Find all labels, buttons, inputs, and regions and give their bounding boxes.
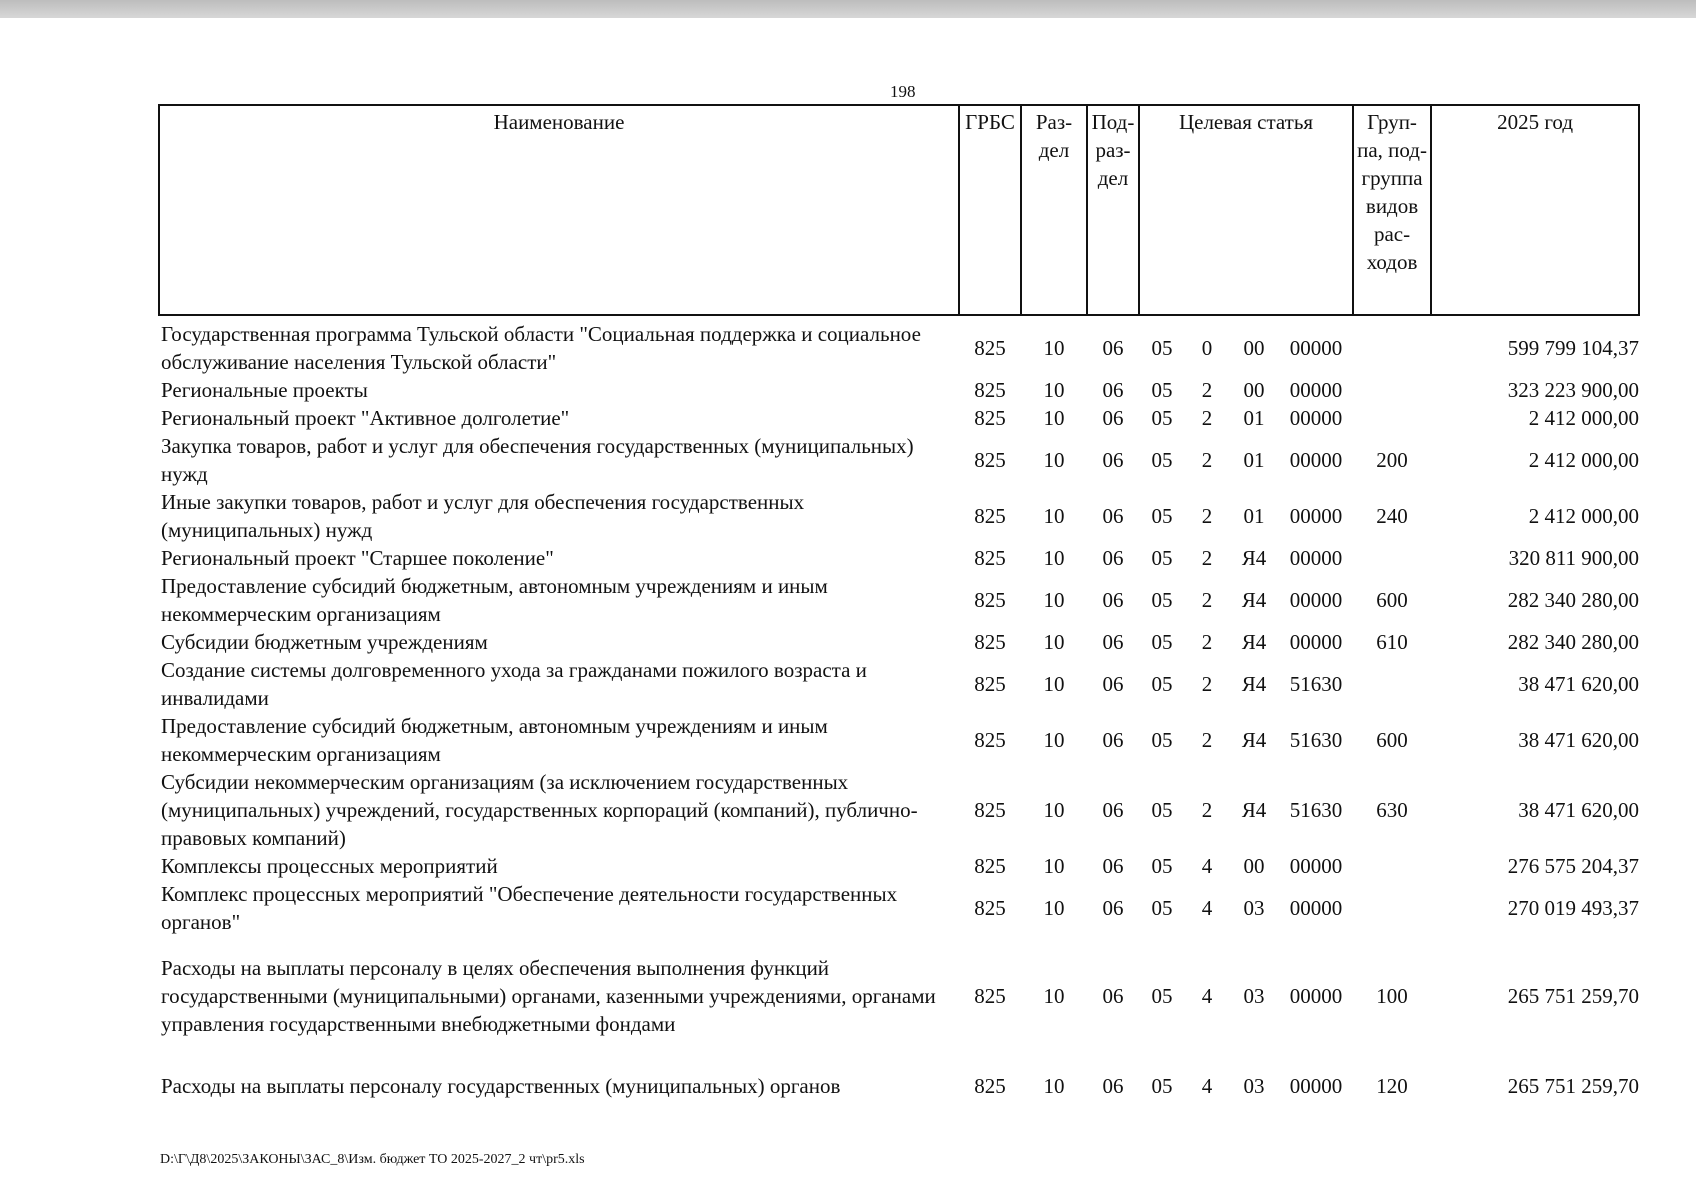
row-target-program: 05 [1151,728,1173,752]
row-grbs: 825 [974,630,1006,654]
row-expense-group: 630 [1376,798,1408,822]
row-amount: 320 811 900,00 [1508,546,1640,570]
header-podrazdel: Под-раз-дел [1087,105,1139,315]
row-expense-group [1353,544,1431,572]
row-razdel: 10 [1043,854,1065,878]
row-razdel: 10 [1043,630,1065,654]
row-amount: 2 412 000,00 [1528,504,1640,528]
table-row [159,572,1639,628]
row-name: Региональные проекты [161,378,368,402]
row-podrazdel: 06 [1102,984,1124,1008]
row-target-type: 2 [1201,672,1213,696]
row-grbs: 825 [974,504,1006,528]
row-expense-group [1353,852,1431,880]
row-name: Предоставление субсидий бюджетным, автономным учреждениям и иным некоммерческим организациям [161,714,828,766]
row-name: Закупка товаров, работ и услуг для обеспечения государственных (муниципальных) нужд [161,434,914,486]
row-target-program: 05 [1151,504,1173,528]
row-razdel: 10 [1043,378,1065,402]
table-row [159,852,1639,880]
row-grbs: 825 [974,448,1006,472]
row-grbs: 825 [974,984,1006,1008]
row-name: Региональный проект "Активное долголетие" [161,406,570,430]
row-amount: 2 412 000,00 [1528,406,1640,430]
row-target-direction: 03 [1243,984,1265,1008]
table-row [159,432,1639,488]
row-razdel: 10 [1043,798,1065,822]
row-target-program: 05 [1151,854,1173,878]
row-expense-group: 200 [1376,448,1408,472]
row-podrazdel: 06 [1102,798,1124,822]
row-target-program: 05 [1151,336,1173,360]
row-target-direction: 01 [1243,406,1265,430]
row-target-direction: 01 [1243,504,1265,528]
row-podrazdel: 06 [1102,728,1124,752]
row-target-type: 2 [1201,378,1213,402]
row-target-program: 05 [1151,672,1173,696]
header-grbs: ГРБС [959,105,1021,315]
row-target-direction: Я4 [1241,798,1267,822]
row-expense-group: 600 [1376,728,1408,752]
row-amount: 323 223 900,00 [1507,378,1640,402]
row-amount: 38 471 620,00 [1518,672,1640,696]
row-target-type: 2 [1201,630,1213,654]
row-target-direction: Я4 [1241,546,1267,570]
row-podrazdel: 06 [1102,406,1124,430]
row-expense-group: 600 [1376,588,1408,612]
row-amount: 282 340 280,00 [1507,630,1640,654]
row-target-code: 00000 [1289,854,1343,878]
row-target-program: 05 [1151,798,1173,822]
row-name: Государственная программа Тульской области "Социальная поддержка и социальное обслуживание населения Тульской области" [161,322,921,374]
scan-edge-band [0,0,1696,18]
table-row [159,712,1639,768]
row-target-type: 2 [1201,728,1213,752]
row-target-program: 05 [1151,630,1173,654]
row-target-type: 2 [1201,448,1213,472]
row-grbs: 825 [974,546,1006,570]
row-amount: 270 019 493,37 [1507,896,1640,920]
row-target-code: 00000 [1289,896,1343,920]
row-target-program: 05 [1151,448,1173,472]
row-target-type: 2 [1201,588,1213,612]
row-podrazdel: 06 [1102,896,1124,920]
row-grbs: 825 [974,728,1006,752]
header-expense-group: Груп-па, под-группа видов рас-ходов [1353,105,1431,315]
row-target-direction: 00 [1243,854,1265,878]
row-name: Расходы на выплаты персоналу в целях обеспечения выполнения функций государственными (муниципальными) органами, казенными учреждениями, органами управления государственными внебюджетными фондами [161,956,936,1036]
row-razdel: 10 [1043,728,1065,752]
row-expense-group [1353,376,1431,404]
row-podrazdel: 06 [1102,630,1124,654]
table-row [159,376,1639,404]
row-razdel: 10 [1043,336,1065,360]
row-target-direction: Я4 [1241,588,1267,612]
row-target-type: 2 [1201,546,1213,570]
row-amount: 38 471 620,00 [1518,728,1640,752]
row-target-code: 00000 [1289,1074,1343,1098]
row-target-code: 51630 [1289,728,1343,752]
row-razdel: 10 [1043,588,1065,612]
row-name: Региональный проект "Старшее поколение" [161,546,554,570]
row-target-program: 05 [1151,1074,1173,1098]
table-row [159,936,1639,1056]
row-razdel: 10 [1043,546,1065,570]
footer-file-path: D:\Г\Д8\2025\ЗАКОНЫ\ЗАС_8\Изм. бюджет ТО 2025-2027_2 чт\pr5.xls [160,1152,585,1167]
row-grbs: 825 [974,798,1006,822]
row-razdel: 10 [1043,984,1065,1008]
row-target-program: 05 [1151,406,1173,430]
table-row [159,768,1639,852]
row-target-code: 00000 [1289,504,1343,528]
row-grbs: 825 [974,1074,1006,1098]
row-target-code: 00000 [1289,406,1343,430]
row-expense-group [1353,880,1431,936]
row-target-code: 00000 [1289,588,1343,612]
row-podrazdel: 06 [1102,854,1124,878]
row-name: Предоставление субсидий бюджетным, автономным учреждениям и иным некоммерческим организациям [161,574,828,626]
row-grbs: 825 [974,406,1006,430]
row-podrazdel: 06 [1102,448,1124,472]
table-row [159,1056,1639,1100]
row-amount: 2 412 000,00 [1528,448,1640,472]
row-target-type: 2 [1201,406,1213,430]
table-row [159,404,1639,432]
row-target-type: 4 [1201,1074,1213,1098]
row-target-code: 00000 [1289,378,1343,402]
row-razdel: 10 [1043,406,1065,430]
row-grbs: 825 [974,336,1006,360]
row-amount: 265 751 259,70 [1507,1074,1640,1098]
row-target-direction: 03 [1243,1074,1265,1098]
row-target-program: 05 [1151,546,1173,570]
row-target-direction: Я4 [1241,672,1267,696]
budget-table [158,104,1640,1100]
row-grbs: 825 [974,588,1006,612]
row-target-program: 05 [1151,588,1173,612]
row-target-code: 00000 [1289,630,1343,654]
row-podrazdel: 06 [1102,672,1124,696]
table-row [159,488,1639,544]
row-target-code: 00000 [1289,336,1343,360]
header-target-article: Целевая статья [1139,105,1353,315]
row-target-direction: 00 [1243,336,1265,360]
row-target-type: 4 [1201,854,1213,878]
row-name: Создание системы долговременного ухода за гражданами пожилого возраста и инвалидами [161,658,867,710]
row-expense-group: 100 [1376,984,1408,1008]
row-expense-group [1353,656,1431,712]
row-target-type: 4 [1201,984,1213,1008]
row-target-program: 05 [1151,378,1173,402]
table-body [159,315,1639,1100]
table-row [159,628,1639,656]
row-podrazdel: 06 [1102,588,1124,612]
row-podrazdel: 06 [1102,1074,1124,1098]
row-name: Иные закупки товаров, работ и услуг для обеспечения государственных (муниципальных) нужд [161,490,805,542]
row-target-direction: Я4 [1241,630,1267,654]
row-target-code: 51630 [1289,798,1343,822]
row-amount: 599 799 104,37 [1507,336,1640,360]
row-razdel: 10 [1043,448,1065,472]
row-target-type: 2 [1201,798,1213,822]
row-grbs: 825 [974,896,1006,920]
row-target-code: 51630 [1289,672,1343,696]
row-target-code: 00000 [1289,546,1343,570]
row-amount: 276 575 204,37 [1507,854,1640,878]
header-name: Наименование [159,105,959,315]
row-target-direction: 01 [1243,448,1265,472]
row-target-program: 05 [1151,896,1173,920]
row-podrazdel: 06 [1102,336,1124,360]
row-grbs: 825 [974,854,1006,878]
table-row [159,544,1639,572]
row-expense-group: 610 [1376,630,1408,654]
row-razdel: 10 [1043,896,1065,920]
row-target-code: 00000 [1289,984,1343,1008]
table-row [159,880,1639,936]
row-expense-group [1353,315,1431,376]
row-expense-group: 120 [1376,1074,1408,1098]
row-amount: 265 751 259,70 [1507,984,1640,1008]
row-name: Комплексы процессных мероприятий [161,854,498,878]
row-expense-group: 240 [1376,504,1408,528]
row-grbs: 825 [974,672,1006,696]
row-target-direction: 03 [1243,896,1265,920]
row-razdel: 10 [1043,1074,1065,1098]
row-podrazdel: 06 [1102,504,1124,528]
header-year-2025: 2025 год [1431,105,1639,315]
row-podrazdel: 06 [1102,546,1124,570]
row-razdel: 10 [1043,672,1065,696]
row-target-direction: 00 [1243,378,1265,402]
row-name: Субсидии некоммерческим организациям (за исключением государственных (муниципальных) учреждений, государственных корпораций (компаний), публично-правовых компаний) [161,770,918,850]
table-row [159,656,1639,712]
table-row [159,315,1639,376]
header-razdel: Раз-дел [1021,105,1087,315]
row-razdel: 10 [1043,504,1065,528]
row-name: Субсидии бюджетным учреждениям [161,630,488,654]
table-header [159,105,1639,315]
row-grbs: 825 [974,378,1006,402]
row-amount: 38 471 620,00 [1518,798,1640,822]
row-target-type: 2 [1201,504,1213,528]
row-amount: 282 340 280,00 [1507,588,1640,612]
page-number: 198 [890,82,916,101]
row-target-type: 4 [1201,896,1213,920]
row-podrazdel: 06 [1102,378,1124,402]
row-name: Комплекс процессных мероприятий "Обеспечение деятельности государственных органов" [161,882,898,934]
row-target-code: 00000 [1289,448,1343,472]
row-target-direction: Я4 [1241,728,1267,752]
row-expense-group [1353,404,1431,432]
row-target-type: 0 [1201,336,1213,360]
row-name: Расходы на выплаты персоналу государственных (муниципальных) органов [161,1074,841,1098]
row-target-program: 05 [1151,984,1173,1008]
